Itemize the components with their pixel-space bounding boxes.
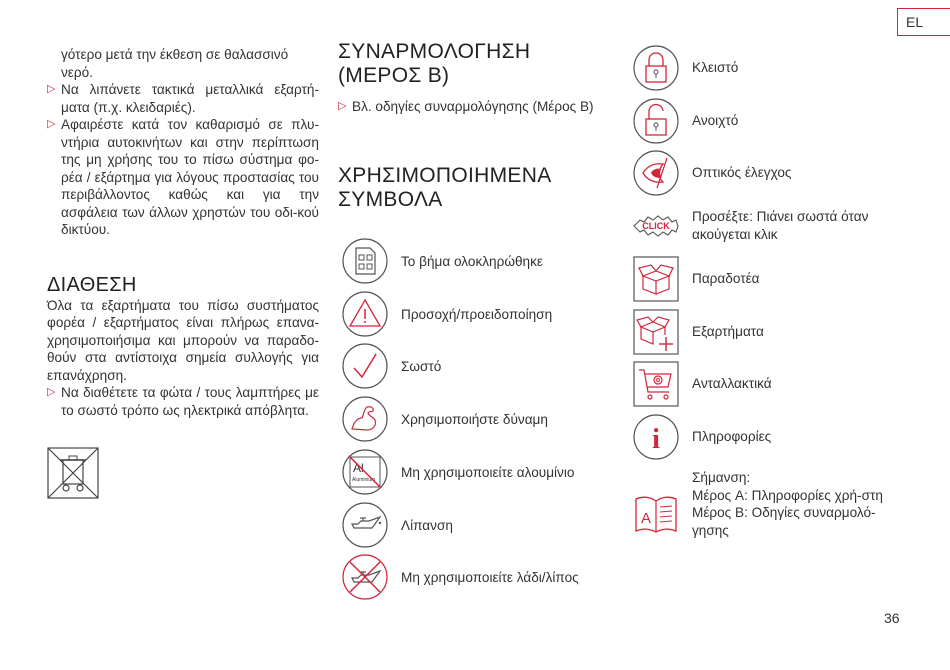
symbol-label: Μη χρησιμοποιείτε αλουμίνιο bbox=[401, 464, 575, 480]
triangle-bullet-icon: ▷ bbox=[338, 100, 347, 112]
intro-line-2: νερό. bbox=[61, 64, 93, 80]
assembly-reference: ▷ Βλ. οδηγίες συναρμολόγησης (Μέρος B) bbox=[338, 99, 594, 114]
triangle-bullet-icon: ▷ bbox=[47, 386, 56, 398]
no-oil-icon bbox=[342, 554, 388, 600]
symbol-label: Οπτικός έλεγχος bbox=[692, 165, 792, 180]
page-number: 36 bbox=[884, 610, 900, 626]
symbol-label-marking: Σήμανση: Μέρος A: Πληροφορίες χρή-στη Μέρος B: Οδηγίες συναρμολό-γησης bbox=[692, 470, 883, 538]
checklist-icon bbox=[342, 238, 388, 284]
symbol-click bbox=[633, 203, 893, 249]
symbol-scope-of-delivery bbox=[633, 256, 893, 302]
lock-open-icon bbox=[633, 98, 679, 144]
symbol-use-force bbox=[342, 396, 632, 442]
symbol-accessories bbox=[633, 309, 893, 355]
symbol-marking bbox=[633, 469, 893, 559]
cart-icon bbox=[633, 361, 679, 407]
symbol-label: Ανοιχτό bbox=[692, 113, 739, 128]
symbol-no-oil bbox=[342, 554, 632, 600]
heading-disposal: ΔΙΑΘΕΣΗ bbox=[47, 273, 137, 296]
disposal-text: Όλα τα εξαρτήματα του πίσω συστήματος φορέα / εξαρτήματος είναι πλήρως επανα-χρησιμοποιήσιμα και μπορούν να παραδο-θούν στα αντίστοιχα σημεία συλλογής για επανάχρηση. bbox=[47, 297, 319, 383]
symbol-visual-check bbox=[633, 150, 893, 196]
symbol-no-aluminium bbox=[342, 449, 632, 495]
checkmark-icon bbox=[342, 343, 388, 389]
triangle-bullet-icon: ▷ bbox=[47, 83, 56, 95]
column-assembly bbox=[338, 40, 623, 212]
symbol-correct bbox=[342, 343, 632, 389]
symbol-label: Λίπανση bbox=[401, 517, 453, 533]
symbol-label: Παραδοτέα bbox=[692, 271, 760, 286]
symbol-label: Προσοχή/προειδοποίηση bbox=[401, 306, 553, 322]
symbol-label: Εξαρτήματα bbox=[692, 324, 764, 339]
click-icon bbox=[633, 203, 679, 249]
symbol-closed bbox=[633, 45, 893, 91]
info-icon bbox=[633, 414, 679, 460]
symbol-label: Το βήμα ολοκληρώθηκε bbox=[401, 253, 543, 269]
symbol-step-completed bbox=[342, 238, 632, 284]
svg-text:A: A bbox=[640, 510, 652, 527]
svg-text:Al: Al bbox=[353, 461, 364, 475]
book-icon bbox=[633, 491, 679, 537]
symbol-label: Μη χρησιμοποιείτε λάδι/λίπος bbox=[401, 569, 579, 585]
symbol-lubrication bbox=[342, 502, 632, 548]
symbol-label: Χρησιμοποιήστε δύναμη bbox=[401, 411, 548, 427]
column-maintenance bbox=[47, 46, 319, 419]
language-tab: EL bbox=[897, 8, 950, 36]
no-aluminium-icon bbox=[342, 449, 388, 495]
warning-icon bbox=[342, 291, 388, 337]
heading-symbols: ΧΡΗΣΙΜΟΠΟΙΗΜΕΝΑ ΣΥΜΒΟΛΑ bbox=[338, 163, 552, 211]
triangle-bullet-icon: ▷ bbox=[47, 118, 56, 130]
svg-text:i: i bbox=[652, 424, 660, 455]
box-plus-icon bbox=[633, 309, 679, 355]
bullet-lubricate: ▷ Να λιπάνετε τακτικά μεταλλικά εξαρτή-ματα (π.χ. κλειδαριές). bbox=[47, 82, 319, 115]
svg-text:Aluminium: Aluminium bbox=[352, 477, 376, 483]
symbol-label: Σωστό bbox=[401, 358, 442, 374]
weee-crossed-bin-icon bbox=[47, 447, 99, 499]
symbol-warning bbox=[342, 291, 632, 337]
intro-line-1: γότερο μετά την έκθεση σε θαλασσινό bbox=[61, 47, 289, 62]
symbol-label: Ανταλλακτικά bbox=[692, 376, 772, 391]
symbol-label: Κλειστό bbox=[692, 60, 739, 75]
symbol-spare-parts bbox=[633, 361, 893, 407]
oil-can-icon bbox=[342, 502, 388, 548]
symbol-open bbox=[633, 98, 893, 144]
svg-text:CLICK: CLICK bbox=[642, 221, 670, 231]
symbol-label: Προσέξτε: Πιάνει σωστά όταν ακούγεται κλικ bbox=[692, 209, 869, 242]
lock-closed-icon bbox=[633, 45, 679, 91]
eye-icon bbox=[633, 150, 679, 196]
bullet-dispose-lights: ▷ Να διαθέτετε τα φώτα / τους λαμπτήρες με το σωστό τρόπο ως ηλεκτρικά απόβλητα. bbox=[47, 385, 319, 418]
force-arm-icon bbox=[342, 396, 388, 442]
symbol-information bbox=[633, 414, 893, 460]
symbol-label: Πληροφορίες bbox=[692, 429, 772, 444]
box-icon bbox=[633, 256, 679, 302]
heading-assembly: ΣΥΝΑΡΜΟΛΟΓΗΣΗ (ΜΕΡΟΣ B) bbox=[338, 40, 531, 87]
bullet-remove: ▷ Αφαιρέστε κατά τον καθαρισμό σε πλυ-ντήρια αυτοκινήτων και στην περίπτωση της μη χρήσης του το πίσω σύστημα φο-ρέα / εξάρτημα για λόγους προστασίας του περιβάλλοντος καθώς και για την ασφάλεια των άλλων χρηστών του οδι-κού δικτύου. bbox=[47, 117, 319, 237]
